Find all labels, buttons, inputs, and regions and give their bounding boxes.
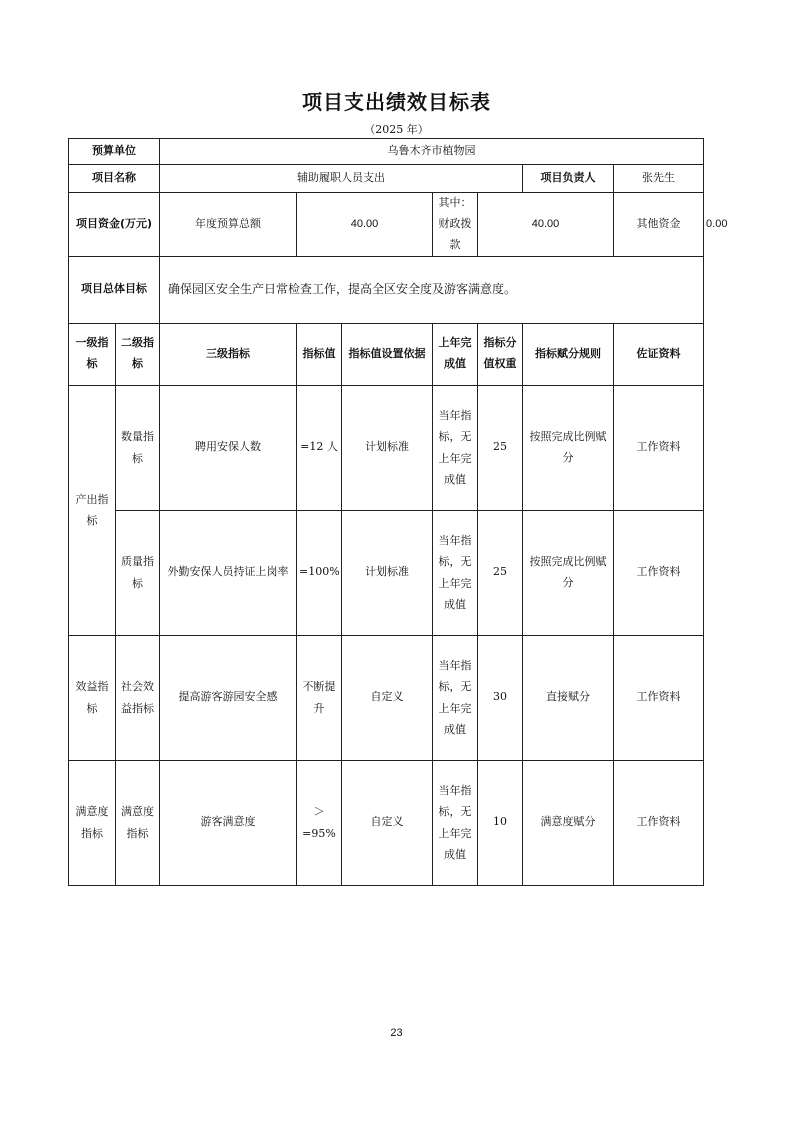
level2-cell: 数量指标 [116,385,160,510]
weight-cell: 25 [478,510,523,635]
basis-cell: 计划标准 [342,510,433,635]
column-header: 二级指标 [116,323,160,385]
rule-cell: 满意度赋分 [523,760,614,885]
column-header: 三级指标 [160,323,297,385]
value-cell: =100% [297,510,342,635]
column-header: 指标值 [297,323,342,385]
project-name-label: 项目名称 [69,165,160,193]
annual-budget-value: 40.00 [297,193,433,257]
evidence-cell: 工作资料 [614,635,704,760]
annual-budget-label: 年度预算总额 [160,193,297,257]
table-row [69,510,704,635]
fiscal-funds-label: 其中：财政拨款 [433,193,478,257]
level2-cell: 社会效益指标 [116,635,160,760]
last-year-cell: 当年指标，无上年完成值 [433,385,478,510]
evidence-cell: 工作资料 [614,510,704,635]
weight-cell: 30 [478,635,523,760]
column-header: 指标值设置依据 [342,323,433,385]
funds-label: 项目资金(万元) [69,193,160,257]
overall-goal-label: 项目总体目标 [69,256,160,323]
column-header-row [69,323,704,385]
page-number: 23 [390,1027,403,1039]
column-header: 指标分值权重 [478,323,523,385]
level2-cell: 满意度指标 [116,760,160,885]
value-cell: 不断提升 [297,635,342,760]
evidence-cell: 工作资料 [614,385,704,510]
person-in-charge-value: 张先生 [614,165,704,193]
performance-target-table: 预算单位 乌鲁木齐市植物园 项目名称 辅助履职人员支出 项目负责人 张先生 项目资金(万元) 年度预算总额 40.00 其中：财政拨款 40.00 其他资金 0.00 项目总体目标 确保园区安全生产日常检查工作，提高全区安全度及游客满意度。 一级指标 二级指标 三级指标 指标值 指标值设置依据 上年完成值 指标分值权重 指标赋分规则 佐证资料 产出指标 数量指标 聘用安保人数 =12 人 计划标准 当年指标，无上年完成值 25 按照完成比例赋分 工作资料 质量指标 外勤安保人员持证上岗率 =100% 计划标准 当年指标，无上年完成值 25 按照完成比例赋分 工作资料 效益指标 社会效益指标 提高游客游园安全感 不断提升 自定义 当年指标，无上年完成值 30 直接赋分 工作资料 满意度指标 满意度指标 游客满意度 ＞=95% 自定义 当年指标，无上年完成值 10 满意度赋分 工作资料 [68,138,704,886]
level2-cell: 质量指标 [116,510,160,635]
rule-cell: 直接赋分 [523,635,614,760]
column-header: 一级指标 [69,323,116,385]
value-cell: ＞=95% [297,760,342,885]
last-year-cell: 当年指标，无上年完成值 [433,510,478,635]
person-in-charge-label: 项目负责人 [523,165,614,193]
level3-cell: 游客满意度 [160,760,297,885]
level3-cell: 外勤安保人员持证上岗率 [160,510,297,635]
level3-cell: 聘用安保人数 [160,385,297,510]
column-header: 上年完成值 [433,323,478,385]
fiscal-funds-value: 40.00 [478,193,614,257]
overall-goal-value: 确保园区安全生产日常检查工作，提高全区安全度及游客满意度。 [160,256,704,323]
table-row [69,760,704,885]
last-year-cell: 当年指标，无上年完成值 [433,635,478,760]
last-year-cell: 当年指标，无上年完成值 [433,760,478,885]
basis-cell: 自定义 [342,635,433,760]
other-funds-label: 其他资金 [614,193,704,257]
rule-cell: 按照完成比例赋分 [523,510,614,635]
basis-cell: 计划标准 [342,385,433,510]
weight-cell: 25 [478,385,523,510]
column-header: 指标赋分规则 [523,323,614,385]
level3-cell: 提高游客游园安全感 [160,635,297,760]
rule-cell: 按照完成比例赋分 [523,385,614,510]
table-row [69,385,704,510]
project-name-value: 辅助履职人员支出 [160,165,523,193]
table-row [69,635,704,760]
level1-cell: 产出指标 [69,385,116,635]
column-header: 佐证资料 [614,323,704,385]
weight-cell: 10 [478,760,523,885]
page-title: 项目支出绩效目标表 [302,90,491,114]
level1-cell: 满意度指标 [69,760,116,885]
level1-cell: 效益指标 [69,635,116,760]
year-label: （2025 年） [364,123,429,136]
budget-unit-value: 乌鲁木齐市植物园 [160,139,704,165]
basis-cell: 自定义 [342,760,433,885]
evidence-cell: 工作资料 [614,760,704,885]
value-cell: =12 人 [297,385,342,510]
budget-unit-label: 预算单位 [69,139,160,165]
